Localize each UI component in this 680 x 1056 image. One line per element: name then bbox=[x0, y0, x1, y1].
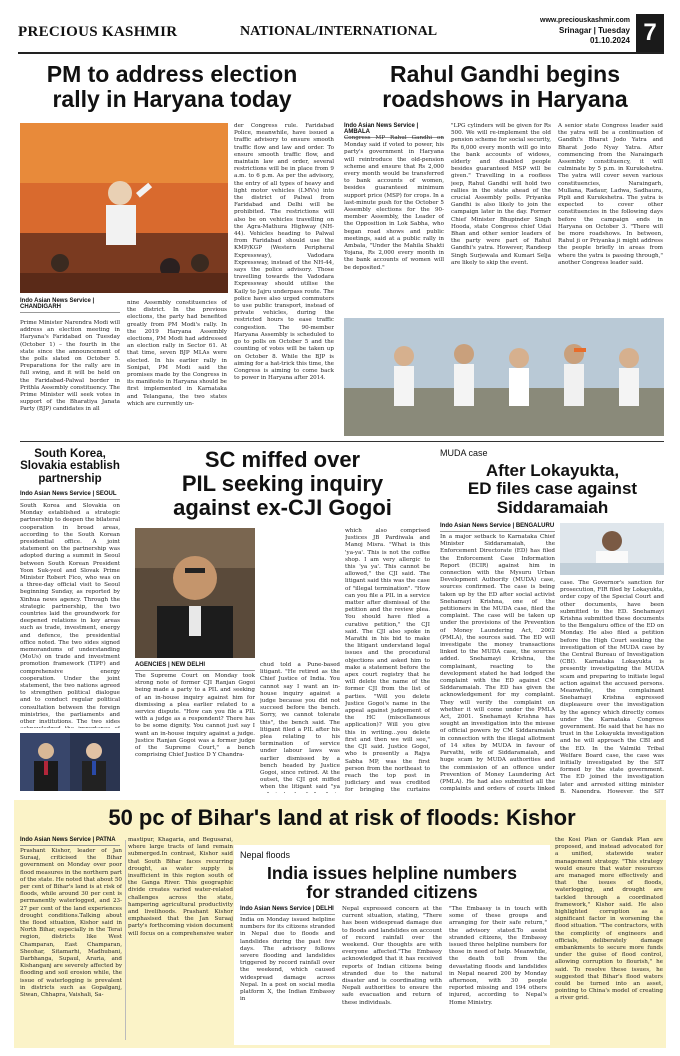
korea-leaders-image bbox=[20, 733, 120, 791]
bihar-col-2: mastipur, Khagaria, and Begusarai, where large tracts of land remain submerged.In contrast, Kishor said that South Bihar faces recurring drought, as water supply is insufficient in this region south of the Ganga River. This geographic divide creates varied water-related challenges across the state, hampering agricultural productivity and livelihoods. Prashant Kishor emphasised that the Jan Suraaj party's forthcoming vision document will focus on a comprehensive water bbox=[128, 837, 233, 937]
nepal-col-2: Nepal expressed concern at the current situation, stating, "There has been widespread damage due to floods and landslides on account of record rainfall over the weekend. Our thoughts are with everyone affected."The Embassy acknowledged that it has received reports of Indian citizens being stranded due to the natural disaster and is coordinating with Nepali authorities to ensure the safe evacuation and return of these individuals. bbox=[342, 906, 442, 1006]
korea-col-1: South Korea and Slovakia on Monday established a strategic partnership to deepen the bilateral cooperation in broad areas, according to the South Korean presidential office. A joint statement on the partnership was adopted during a summit in Seoul between South Korean President Yoon Suk-yeol and Slovak Prime Minister Robert Fico, who was on a three-day official visit to Seoul beginning Sunday, as reported by Xinhua news agency. Through the strategic partnership, the two countries laid the groundwork for deepened relations in key areas such as trade, investment, energy and defence, the presidential office noted. The two sides signed memorandums of understanding (MoUs) on trade and investment promotion framework (TIPF) and comprehensive energy cooperation. Under the joint statement, the two nations agreed to strengthen political dialogue and to conduct regular political consultation between the foreign ministries, the parliaments and other institutions. The two sides bbox=[20, 503, 120, 726]
sc-headline-line-3: against ex-CJI Gogoi bbox=[173, 494, 392, 520]
korea-photo bbox=[20, 733, 120, 791]
muda-col-2: case. The Governor's sanction for prosecution, FIR filed by Lokayukta, order copy of the Special Court and other documents, have been submitted to the ED. Snehamayi Krishna submitted these documents to the Bengaluru office of the ED on Monday. He also filed a petition before the High Court seeking the investigation of the MUDA case by the Central Bureau of Investigation (CBI). Karnataka Lokayukta is presently investigating the MUDA scam and preparing to initiate legal action against the accused persons. Meanwhile, the complainant Snehamayi Krishna expressed displeasure over the investigation by the agency which directly comes under the Karnataka Congress government. He said that he has no trust in the Lokayukta investigation and he will approach the CBI and the ED. In the Valmiki Tribal Welfare Board case, the case was initially investigated by the SIT formed by the state government. The ED joined the investigation later and arrested sitting minister B. Nagendra. However, the SIT bbox=[560, 580, 664, 793]
korea-byline: Indo Asian News Service | SEOUL bbox=[20, 491, 120, 500]
modi-headline-line-2: rally in Haryana today bbox=[52, 85, 292, 112]
sc-headline bbox=[135, 448, 430, 519]
modi-col-1: Prime Minister Narendra Modi will address an election meeting in Haryana's Faridabad on Tuesday (October 1) – the fourth in the state since the announcement of the polls slated on October 5. Preparations for the rally are in full swing, and it will be held on the Faridabad-Palwal border in Prithla Assembly constituency. The Prime Minister will seek votes in support of the Bharatiya Janata Party (BJP) candidates in all bbox=[20, 320, 120, 413]
rahul-headline bbox=[345, 62, 665, 112]
page-number: 7 bbox=[636, 14, 664, 52]
bihar-col-1: Prashant Kishor, leader of Jan Suraaj, criticised the Bihar government on Monday over poor flood measures in the northern part of the state. He noted that about 50 per cent of Bihar's land is at risk of floods, while around 30 per cent is permanently waterlogged, and 23-27 per cent of the land experiences drought conditions.Talking about the flood situation, Kishor said in North Bihar, especially in the Terai region, districts like West Champaran, East Champaran, Sheohar, Sitamarhi, Madhubani, Darbhanga, Supaul, Araria, and Kishanganj are severely affected by flooding and soil erosion while, the issue of waterlogging is prevalent in districts such as Gopalganj, Siwan, Chhapra, Vaishali, Sa- bbox=[20, 848, 122, 999]
korea-headline bbox=[20, 448, 120, 485]
modi-rally-image bbox=[20, 123, 228, 293]
muda-headline-line-2: ED files case against bbox=[467, 479, 638, 499]
website-url: www.preciouskashmir.com bbox=[540, 17, 630, 24]
nepal-col-3: "The Embassy is in touch with some of these groups and arranging for their safe return," the advisory stated.To assist stranded citizens, the Embassy issued three helpline numbers for those in need of help. Meanwhile, the death toll from the devastating floods and landslides in Nepal neared 200 by Monday afternoon, with 30 people reported missing and 194 others injured, according to Nepal's Home Ministry. bbox=[449, 906, 547, 1006]
sc-headline-line-1: SC miffed over bbox=[204, 447, 361, 472]
bihar-col-3: the Kosi Plan or Gandak Plan are proposed, and instead advocated for a unified, statewide water management strategy. "This strategy would ensure that water resources are managed more effectively and that the issues of floods, waterlogging, and drought are tackled through a coordinated framework," Kishor said. He also highlighted corruption as a significant factor in worsening the flood situation. "The contractors, with the complicity of engineers and officials, deliberately damage embankments to secure more funds under the guise of flood control, allowing corruption to flourish," he said. To resolve these issues, he suggested that Bihar's flood waters could be turned into an asset, pointing to China's model of creating a river grid. bbox=[555, 837, 663, 1002]
muda-headline bbox=[440, 462, 665, 517]
brand-name: PRECIOUS KASHMIR bbox=[18, 24, 178, 40]
rahul-col-1: Congress MP Rahul Gandhi on Monday said if voted to power, his party's government in Haryana will reintroduce the old-pension scheme and ensure that Rs 2,000 every month would be transferred to bank accounts of women, besides guaranteed minimum support price (MSP) for crops. In a last-minute push for the October 5 Assembly elections for the 90-member Assembly, the Leader of the Opposition in Lok Sabha, who began road shows and public meetings, said at a public rally in Ambala, "Under the Mahila Shakti Yojana, Rs 2,000 every month in the bank accounts of women will be deposited." bbox=[344, 135, 444, 271]
nepal-headline-line-1: India issues helpline numbers bbox=[267, 863, 517, 883]
siddaramaiah-image bbox=[560, 523, 664, 575]
nepal-byline: Indo Asian News Service | DELHI bbox=[240, 906, 335, 915]
nepal-headline-line-2: for stranded citizens bbox=[306, 881, 478, 902]
korea-headline-line-3: partnership bbox=[38, 472, 102, 485]
bihar-divider bbox=[125, 840, 126, 1040]
modi-headline-line-1: PM to address election bbox=[46, 61, 298, 87]
modi-byline: Indo Asian News Service | CHANDIGARH bbox=[20, 298, 120, 313]
section-title: NATIONAL/INTERNATIONAL bbox=[240, 24, 438, 39]
rahul-col-3: A senior state Congress leader said the yatra will be a continuation of Gandhi's Bharat Jodo Yatra and Bharat Jodo Nyay Yatra. After commencing from the Naraingarh Assembly constituency, it will culminate by 5 p.m. in Kurukshetra. The yatra will cover seven various constituencies, Naraingarh, Mullana, Radaur, Ladwa, Sadhaura, Pipli and Kurukshetra. The yatra is expected to cover other constituencies in the following days before the campaign ends in Haryana on October 3. "There will be more roadshows. In between, Rahul ji or Priyanka ji might address the people briefly in areas from where the yatra is passing through," another Congress leader said. bbox=[558, 123, 663, 266]
sc-col-1: The Supreme Court on Monday took strong note of former CJI Ranjan Gogoi being made a party to a PIL and seeking of an in-house inquiry against him for dismissing a plea earlier related to a service dispute. "How can you file a PIL with a judge as a respondent? There has to be some dignity. You cannot just say I want an in-house inquiry against a judge. Justice Ranjan Gogoi was a former judge of the Supreme Court," a bench comprising Chief Justice D Y Chandra- bbox=[135, 673, 255, 759]
sc-photo bbox=[135, 528, 255, 658]
nepal-headline bbox=[236, 864, 548, 902]
muda-photo bbox=[560, 523, 664, 575]
issue-date: 01.10.2024 bbox=[589, 36, 630, 45]
nepal-kicker: Nepal floods bbox=[240, 850, 291, 860]
rahul-photo bbox=[344, 318, 664, 436]
muda-kicker: MUDA case bbox=[440, 448, 488, 458]
rahul-col-2: "LPG cylinders will be given for Rs 500. We will re-implement the old pension scheme for social security, Rs 6,000 every month will go into the bank accounts of widows, elderly and disabled people besides guaranteed MSP will be given." Travelling in a roofless jeep, Rahul Gandhi will hold two rallies in the state ahead of the crucial Assembly polls. Priyanka Gandhi is also likely to join the campaign later in the day. Former Chief Minister Bhupinder Singh Hooda, state Congress chief Udai Bhan and other senior leaders of the party were part of Rahul Gandhi's yatra. However, Randeep Singh Surjewala and Kumari Selja are likely to skip the event. bbox=[451, 123, 551, 266]
gogoi-portrait-image bbox=[135, 528, 255, 658]
sc-col-3: which also comprised Justices JB Pardiwala and Manoj Misra. "What is this 'ya-ya'. This is not the coffee shop. I am very allergic to this 'ya ya'. This cannot be allowed," the CJI said. The litigant said this was the case of "illegal termination". "How can you file a PIL in a service matter after dismissal of the petition and the review plea. You should have filed a curative petition," the CJI said. The CJI also spoke in Marathi in his bid to make the litigant understand legal issues and the procedural objections and asked him to make a statement before the apex court registry that he will delete the name of the former CJI from the list of parties. "Will you delete Justice Gogoi's name in the appeal against judgement of the HC (miscellaneous application)? Will you give this in writing...you delete first and then we will see," the CJI said. Justice Gogoi, who is presently a Rajya Sabha MP, was the first person from the northeast to reach the top post in judiciary and was credited for bringing the curtains bbox=[345, 528, 430, 793]
muda-byline: Indo Asian News Service | BENGALURU bbox=[440, 523, 555, 532]
modi-col-3: der Congress rule. Faridabad Police, meanwhile, have issued a traffic advisory to ensure smooth traffic flow and law and order. To ensure smooth traffic flow, and maintain law and order, several restrictions will be in place from 9 a.m. to 6 p.m. As per the advisory, the entry of all types of heavy and light motor vehicles (LMVs) into the district of Palwal from Faridabad and Delhi will be prohibited. The restrictions will also be on vehicles travelling on the Agra-Mathura Highway (NH-44). Vehicles heading to Palwal from Faridabad should use the KMP/KGP (Western Peripheral Expressway), Vadodara Expressway, instead of the NH-44, says the police advisory. Those travelling towards the Vadodara Expressway should utilise the Kaily to Jajru underpass route. The police have also urged commuters to use public transport, instead of private vehicles, during the restricted hours to ease traffic congestion. The 90-member Haryana Assembly is scheduled to go to polls on October 5 and the counting of votes will be taken up on October 8. While the BJP is aiming for a hat-trick this time, the Congress is aiming to come back to power in Haryana after 2014. bbox=[234, 123, 334, 382]
muda-headline-line-1: After Lokayukta, bbox=[485, 461, 620, 480]
korea-headline-line-1: South Korea, bbox=[34, 448, 106, 460]
masthead bbox=[18, 14, 664, 54]
sc-byline: AGENCIES | NEW DELHI bbox=[135, 662, 255, 671]
rahul-headline-line-1: Rahul Gandhi begins bbox=[389, 61, 620, 87]
edition-line: Srinagar | Tuesday bbox=[558, 26, 630, 35]
sc-headline-line-2: PIL seeking inquiry bbox=[181, 470, 384, 496]
bihar-byline: Indo Asian News Service | PATNA bbox=[20, 837, 120, 846]
rahul-roadshow-image bbox=[344, 318, 664, 436]
bihar-headline: 50 pc of Bihar's land at risk of floods: Kishor bbox=[108, 805, 576, 830]
modi-photo bbox=[20, 123, 228, 293]
muda-col-1: In a major setback to Karnataka Chief Minister Siddaramaiah, the Enforcement Directorate (ED) has filed the Enforcement Case Information Report (ECIR) against him in connection with the Mysuru Urban Development Authority (MUDA) case, sources confirmed. The case is being taken up by the ED after social activist Snehamayi Krishna, one of the petitioners in the MUDA case, filed the complaint. The case will be taken up under the provisions of the Prevention of Money Laundering Act, 2002 (PMLA), the sources said. The ED will investigate the money transactions linked to the MUDA case, the sources added. Snehamayi Krishna, the complainant, reacting to the development stated he had lodged the complaint with the ED against CM Siddaramaiah. The ED has given the acknowledgement for my complaint. They will verify the complaint on whether it will come under the PMLA Act, 2001. Snehamayi Krishna has sought an investigation into the misuse of official powers by CM Siddaramaiah in connection with the illegal allotment of 14 sites by MUDA in favour of Parvathi, wife of Siddaramaiah, and huge scam by MUDA authorities and the commission of an offence under Prevention of Money Laundering Act (PMLA). He had also submitted all the complaints and orders of courts linked bbox=[440, 534, 555, 793]
modi-headline bbox=[22, 62, 322, 112]
modi-col-2: nine Assembly constituencies of the district. In the previous elections, the party had benefited greatly from PM Modi's rally. In the 2019 Haryana Assembly elections, PM Modi had addressed an election rally in Sector 61. At that time, seven BJP MLAs were elected. In his earlier rally in Sonipat, PM Modi said the promises made by the Congress in its manifesto in Haryana should be first implemented in Karnataka and Telangana, the two states which are currently un- bbox=[127, 300, 227, 407]
muda-headline-line-3: Siddaramaiah bbox=[496, 497, 609, 517]
nepal-col-1: India on Monday issued helpline numbers for its citizens stranded in Nepal due to floods and landslides during the past few days. The advisory follows severe flooding and landslides triggered by record rainfall over the weekend, which caused widespread damage across Nepal. In a post on social media platform X, the Indian Embassy in bbox=[240, 917, 335, 1003]
korea-headline-line-2: Slovakia establish bbox=[20, 460, 120, 473]
sc-col-2: chud told a Pune-based litigant. "He retired as the Chief Justice of India. You cannot say I want an in-house inquiry against a judge because you did not succeed before the bench. Sorry, we cannot tolerate this", the bench said. The litigant filed a PIL after his plea relating to his termination of service under labour laws was earlier dismissed by a bench headed by Justice Gogoi, since retired. At the outset, the CJI got miffed when the litigant said "ya bbox=[260, 662, 340, 791]
header-info bbox=[540, 16, 630, 46]
rahul-byline: Indo Asian News Service | AMBALA bbox=[344, 123, 444, 138]
rahul-headline-line-2: roadshows in Haryana bbox=[382, 85, 628, 112]
divider-middle-top bbox=[20, 441, 664, 442]
